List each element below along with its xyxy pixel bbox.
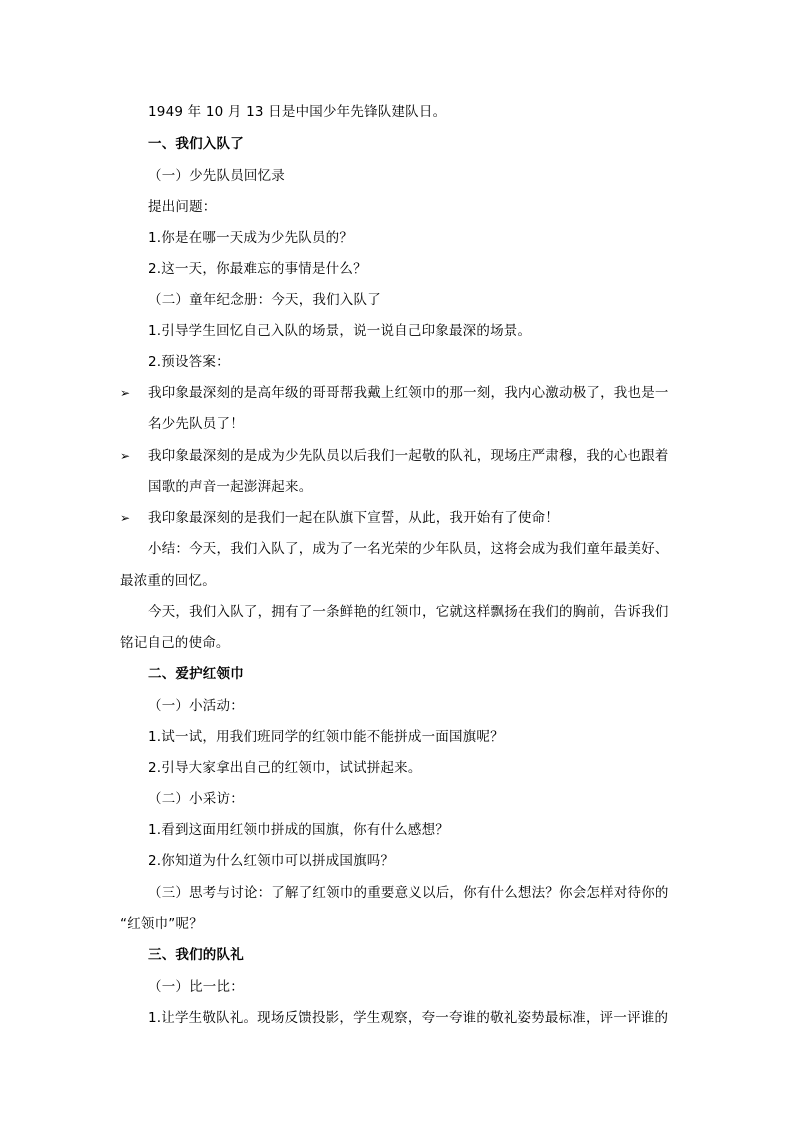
s2-i1: 1.看到这面用红领巾拼成的国旗，你有什么感想？: [148, 822, 449, 838]
s1-sub2: （二）童年纪念册：今天，我们入队了: [148, 292, 381, 308]
s2-sub1: （一）小活动：: [148, 698, 244, 714]
s2-a1: 1.试一试，用我们班同学的红领巾能不能拼成一面国旗呢？: [148, 729, 504, 745]
s1-bullet1-line1: 我印象最深刻的是高年级的哥哥帮我戴上红领巾的那一刻，我内心激动极了，我也是一: [148, 385, 669, 401]
bullet-arrow-icon: ➢: [120, 449, 131, 463]
s1-summary2-line1: 今天，我们入队了，拥有了一条鲜艳的红领巾，它就这样飘扬在我们的胸前，告诉我们: [148, 604, 669, 620]
bullet-arrow-icon: ➢: [120, 386, 131, 400]
s1-bullet3: 我印象最深刻的是我们一起在队旗下宣誓，从此，我开始有了使命！: [148, 510, 559, 526]
section-2-title: 二、爱护红领巾: [148, 666, 244, 682]
bullet-arrow-icon: ➢: [120, 511, 131, 525]
s1-q2: 2.这一天，你最难忘的事情是什么？: [148, 261, 367, 277]
s1-summary1-line1: 小结：今天，我们入队了，成为了一名光荣的少年队员，这将会成为我们童年最美好、: [148, 541, 669, 557]
s1-summary1-line2: 最浓重的回忆。: [120, 573, 216, 589]
s1-ask: 提出问题：: [148, 199, 217, 215]
section-1-title: 一、我们入队了: [148, 136, 244, 152]
s3-sub1: （一）比一比：: [148, 979, 244, 995]
s2-sub3-line2: “红领巾”呢？: [120, 916, 203, 932]
s1-g1: 1.引导学生回忆自己入队的场景，说一说自己印象最深的场景。: [148, 323, 532, 339]
s1-g2: 2.预设答案：: [148, 354, 230, 370]
section-3-title: 三、我们的队礼: [148, 947, 244, 963]
s1-bullet2-line1: 我印象最深刻的是成为少先队员以后我们一起敬的队礼，现场庄严肃穆，我的心也跟着: [148, 448, 669, 464]
s1-bullet1-line2: 名少先队员了！: [148, 416, 244, 432]
s2-sub2: （二）小采访：: [148, 791, 244, 807]
s3-c1: 1.让学生敬队礼。现场反馈投影，学生观察，夸一夸谁的敬礼姿势最标准，评一评谁的: [148, 1010, 669, 1026]
s1-bullet2-line2: 国歌的声音一起澎湃起来。: [148, 479, 313, 495]
intro-line: 1949 年 10 月 13 日是中国少年先锋队建队日。: [148, 104, 447, 120]
s1-q1: 1.你是在哪一天成为少先队员的？: [148, 230, 354, 246]
s2-a2: 2.引导大家拿出自己的红领巾，试试拼起来。: [148, 760, 422, 776]
s1-summary2-line2: 铭记自己的使命。: [120, 635, 230, 651]
s1-sub1: （一）少先队员回忆录: [148, 168, 285, 184]
s2-i2: 2.你知道为什么红领巾可以拼成国旗吗？: [148, 853, 395, 869]
s2-sub3-line1: （三）思考与讨论：了解了红领巾的重要意义以后，你有什么想法？你会怎样对待你的: [148, 885, 669, 901]
